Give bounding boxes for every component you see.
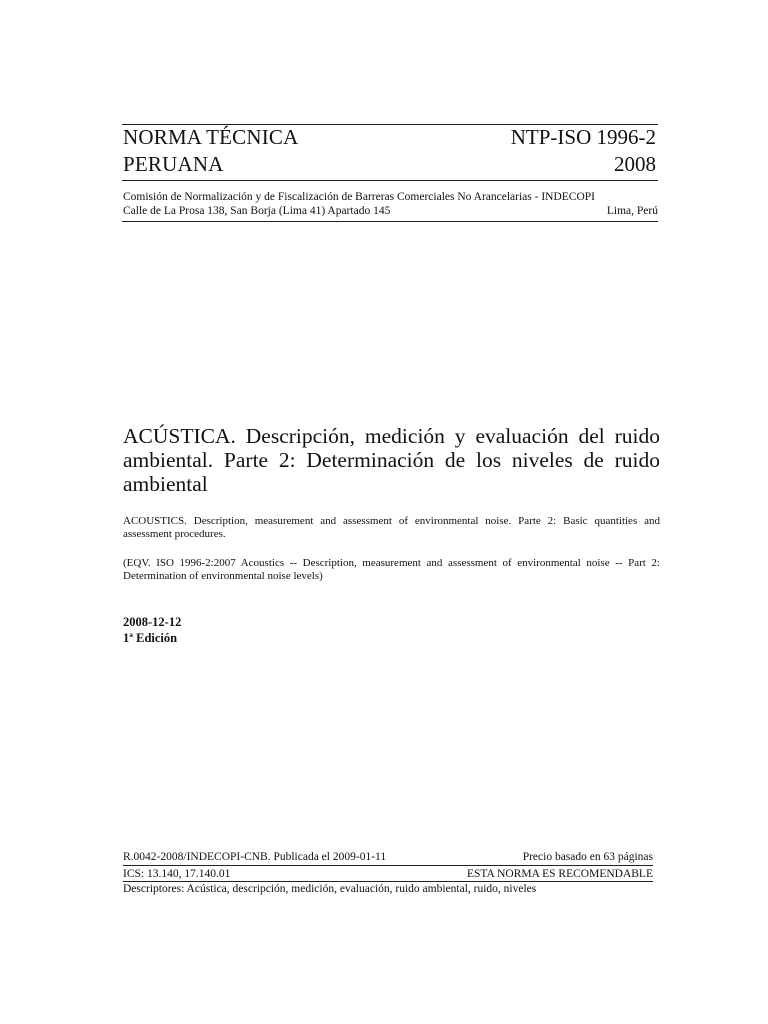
recommendation-text: ESTA NORMA ES RECOMENDABLE bbox=[467, 868, 653, 880]
english-title: ACOUSTICS. Description, measurement and assessment of environmental noise. Parte 2: Basic quantities and assessment procedures. bbox=[123, 515, 660, 540]
price-text: Precio basado en 63 páginas bbox=[522, 851, 653, 863]
organization-city: Lima, Perú bbox=[606, 205, 658, 217]
resolution-text: R.0042-2008/INDECOPI-CNB. Publicada el 2009-01-11 bbox=[123, 851, 387, 863]
footer-block bbox=[123, 850, 653, 896]
organization-address: Calle de La Prosa 138, San Borja (Lima 41) Apartado 145 bbox=[123, 205, 391, 217]
date-edition-block bbox=[123, 614, 181, 646]
standard-type bbox=[123, 124, 298, 178]
document-title: ACÚSTICA. Descripción, medición y evaluación del ruido ambiental. Parte 2: Determinación de los niveles de ruido ambiental bbox=[123, 424, 660, 496]
standard-code: NTP-ISO 1996-2 bbox=[510, 125, 656, 149]
organization-block bbox=[123, 190, 658, 218]
equivalence-note: (EQV. ISO 1996-2:2007 Acoustics -- Description, measurement and assessment of environmental noise -- Part 2: Determination of environmental noise levels) bbox=[123, 557, 660, 582]
header-bottom-rule bbox=[122, 221, 658, 222]
standard-identifier bbox=[511, 124, 656, 178]
organization-name: Comisión de Normalización y de Fiscalización de Barreras Comerciales No Arancelarias - INDECOPI bbox=[123, 191, 595, 203]
header-middle-rule bbox=[122, 180, 658, 181]
standard-type-line2: PERUANA bbox=[123, 152, 224, 176]
descriptors-text: Descriptores: Acústica, descripción, medición, evaluación, ruido ambiental, ruido, niveles bbox=[123, 883, 537, 895]
standard-type-line1: NORMA TÉCNICA bbox=[123, 125, 299, 149]
standard-year: 2008 bbox=[614, 152, 656, 176]
ics-text: ICS: 13.140, 17.140.01 bbox=[123, 868, 231, 880]
approval-date: 2008-12-12 bbox=[123, 615, 182, 629]
edition: 1ª Edición bbox=[123, 631, 178, 645]
